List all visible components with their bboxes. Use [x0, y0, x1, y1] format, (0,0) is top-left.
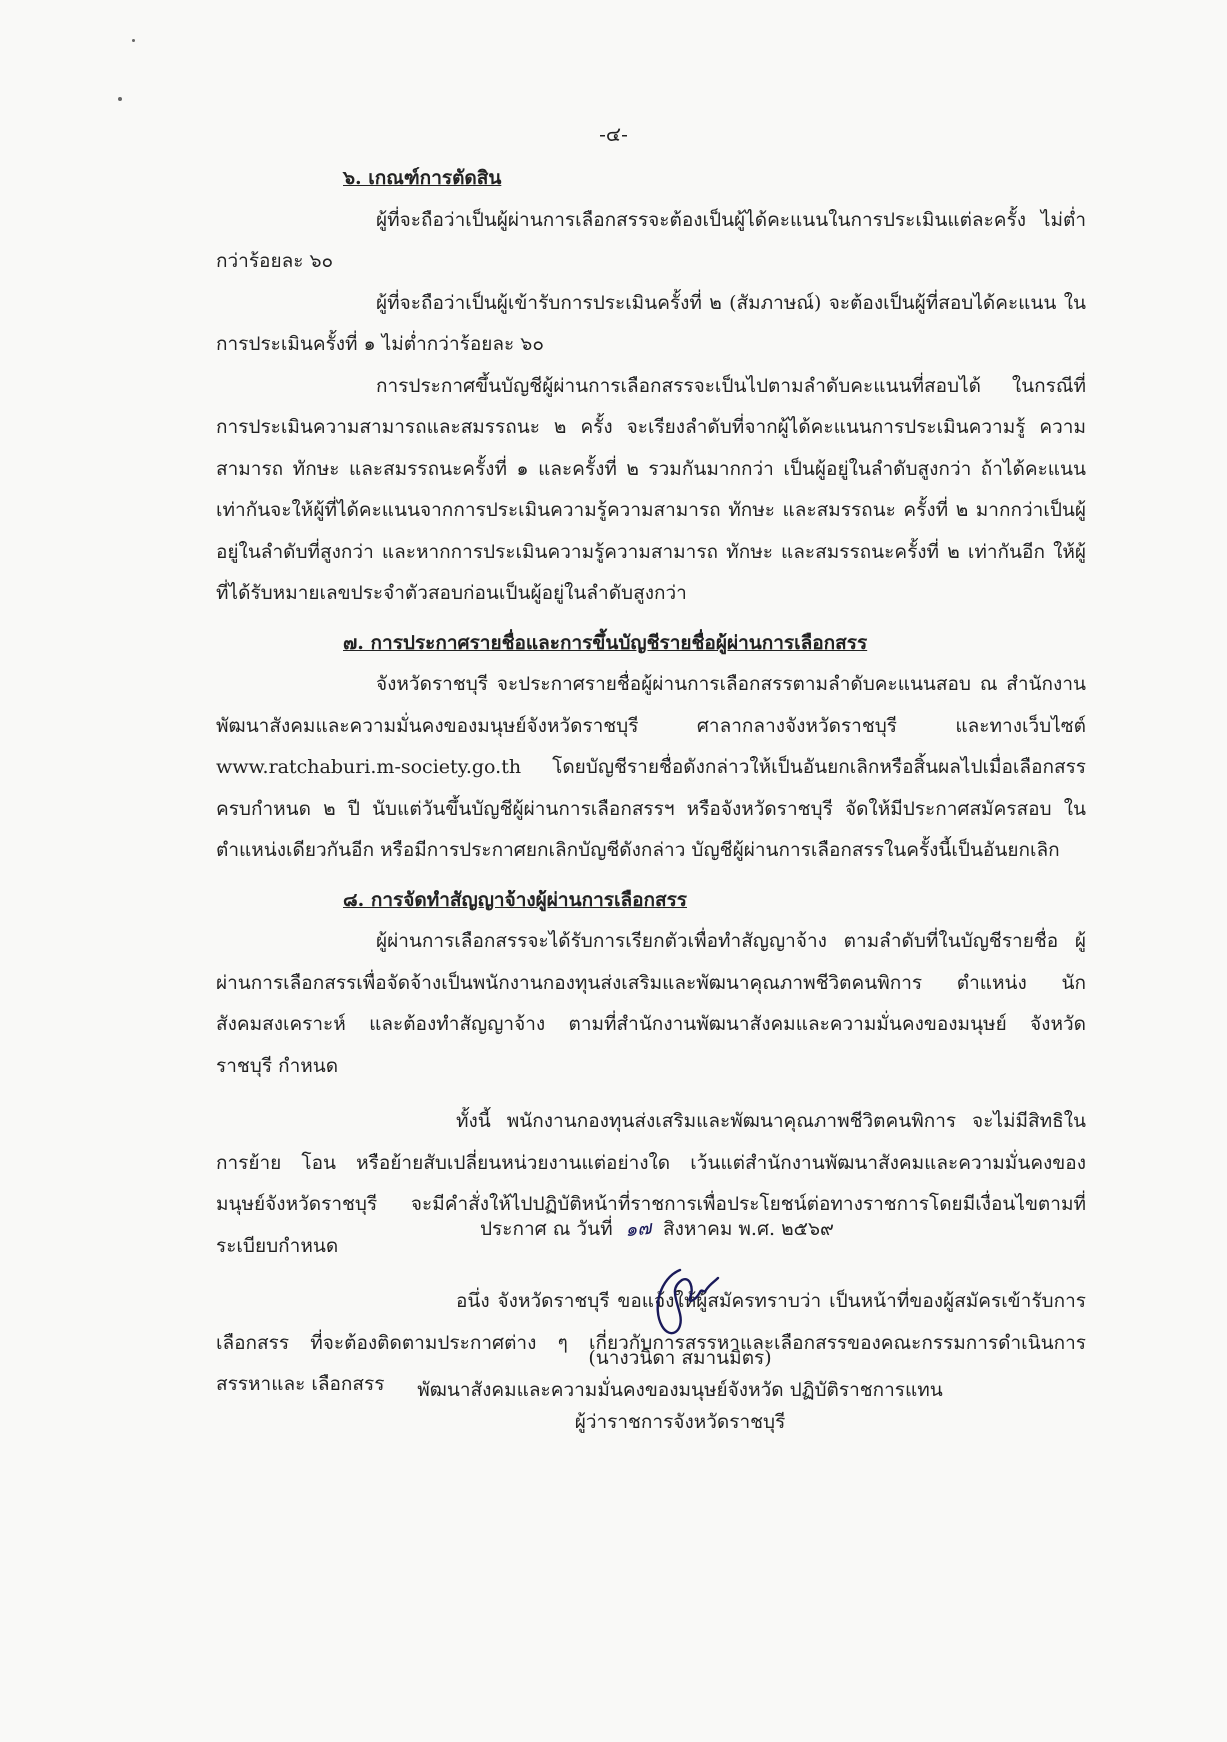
signer-name: (นางวนิดา สมานมิตร)	[588, 1347, 772, 1369]
paragraph: การประกาศขึ้นบัญชีผู้ผ่านการเลือกสรรจะเป็นไปตามลำดับคะแนนที่สอบได้ ในกรณีที่ การประเมินความสามารถและสมรรถนะ ๒ ครั้ง จะเรียงลำดับที่จากผู้ได้คะแนนการประเมินความรู้ ความสามารถ ทักษะ และสมรรถนะครั้งที่ ๑ และครั้งที่ ๒ รวมกันมากกว่า เป็นผู้อยู่ในลำดับสูงกว่า ถ้าได้คะแนนเท่ากันจะให้ผู้ที่ได้คะแนนจากการประเมินความรู้ความสามารถ ทักษะ และสมรรถนะ ครั้งที่ ๒ มากกว่าเป็นผู้อยู่ในลำดับที่สูงกว่า และหากการประเมินความรู้ความสามารถ ทักษะ และสมรรถนะครั้งที่ ๒ เท่ากันอีก ให้ผู้ที่ได้รับหมายเลขประจำตัวสอบก่อนเป็นผู้อยู่ในลำดับสูงกว่า	[216, 374, 1086, 604]
section-heading-8: ๘. การจัดทำสัญญาจ้างผู้ผ่านการเลือกสรร	[343, 888, 688, 911]
date-day-handwritten: ๑๗	[623, 1216, 653, 1242]
paragraph: ผู้ที่จะถือว่าเป็นผู้ผ่านการเลือกสรรจะต้องเป็นผู้ได้คะแนนในการประเมินแต่ละครั้ง ไม่ต่ำกว่าร้อยละ ๖๐	[216, 208, 1086, 272]
announcement-date	[480, 1214, 834, 1244]
note-paragraph: ทั้งนี้ พนักงานกองทุนส่งเสริมและพัฒนาคุณภาพชีวิตคนพิการ จะไม่มีสิทธิในการย้าย โอน หรือย้ายสับเปลี่ยนหน่วยงานแต่อย่างใด เว้นแต่สำนักงานพัฒนาสังคมและความมั่นคงของมนุษย์จังหวัดราชบุรี จะมีคำสั่งให้ไปปฏิบัติหน้าที่ราชการเพื่อประโยชน์ต่อทางราชการโดยมีเงื่อนไขตามที่ระเบียบกำหนด	[216, 1110, 1086, 1257]
section-heading-7: ๗. การประกาศรายชื่อและการขึ้นบัญชีรายชื่อผู้ผ่านการเลือกสรร	[343, 631, 868, 654]
date-month-year: สิงหาคม พ.ศ. ๒๕๖๙	[663, 1218, 834, 1240]
paragraph: ผู้ผ่านการเลือกสรรจะได้รับการเรียกตัวเพื่อทำสัญญาจ้าง ตามลำดับที่ในบัญชีรายชื่อ ผู้ผ่านการเลือกสรรเพื่อจัดจ้างเป็นพนักงานกองทุนส่งเสริมและพัฒนาคุณภาพชีวิตคนพิการ ตำแหน่ง นักสังคมสงเคราะห์ และต้องทำสัญญาจ้าง ตามที่สำนักงานพัฒนาสังคมและความมั่นคงของมนุษย์ จังหวัดราชบุรี กำหนด	[216, 930, 1086, 1077]
paragraph: ผู้ที่จะถือว่าเป็นผู้เข้ารับการประเมินครั้งที่ ๒ (สัมภาษณ์) จะต้องเป็นผู้ที่สอบได้คะแนน ในการประเมินครั้งที่ ๑ ไม่ต่ำกว่าร้อยละ ๖๐	[216, 291, 1086, 355]
date-prefix: ประกาศ ณ วันที่	[480, 1218, 613, 1240]
note-paragraph: อนึ่ง จังหวัดราชบุรี ขอแจ้งให้ผู้สมัครทราบว่า เป็นหน้าที่ของผู้สมัครเข้ารับการเลือกสรร ที่จะต้องติดตามประกาศต่าง ๆ เกี่ยวกับการสรรหาและเลือกสรรของคณะกรรมการดำเนินการสรรหาและ เลือกสรร	[216, 1290, 1086, 1395]
scan-speck	[118, 97, 122, 101]
scan-speck	[132, 39, 135, 42]
signer-title-line2: ผู้ว่าราชการจังหวัดราชบุรี	[574, 1411, 786, 1433]
paragraph: จังหวัดราชบุรี จะประกาศรายชื่อผู้ผ่านการเลือกสรรตามลำดับคะแนนสอบ ณ สำนักงานพัฒนาสังคมและความมั่นคงของมนุษย์จังหวัดราชบุรี ศาลากลางจังหวัดราชบุรี และทางเว็บไซต์ www.ratchaburi.m-society.go.th โดยบัญชีรายชื่อดังกล่าวให้เป็นอันยกเลิกหรือสิ้นผลไปเมื่อเลือกสรร ครบกำหนด ๒ ปี นับแต่วันขึ้นบัญชีผู้ผ่านการเลือกสรรฯ หรือจังหวัดราชบุรี จัดให้มีประกาศสมัครสอบ ในตำแหน่งเดียวกันอีก หรือมีการประกาศยกเลิกบัญชีดังกล่าว บัญชีผู้ผ่านการเลือกสรรในครั้งนี้เป็นอันยกเลิก	[216, 673, 1086, 861]
signature-icon	[640, 1258, 730, 1348]
section-heading-6: ๖. เกณฑ์การตัดสิน	[343, 167, 502, 189]
page-number: -๔-	[599, 122, 628, 146]
signer-title-line1: พัฒนาสังคมและความมั่นคงของมนุษย์จังหวัด ปฏิบัติราชการแทน	[417, 1379, 943, 1401]
signature-block	[380, 1342, 980, 1438]
